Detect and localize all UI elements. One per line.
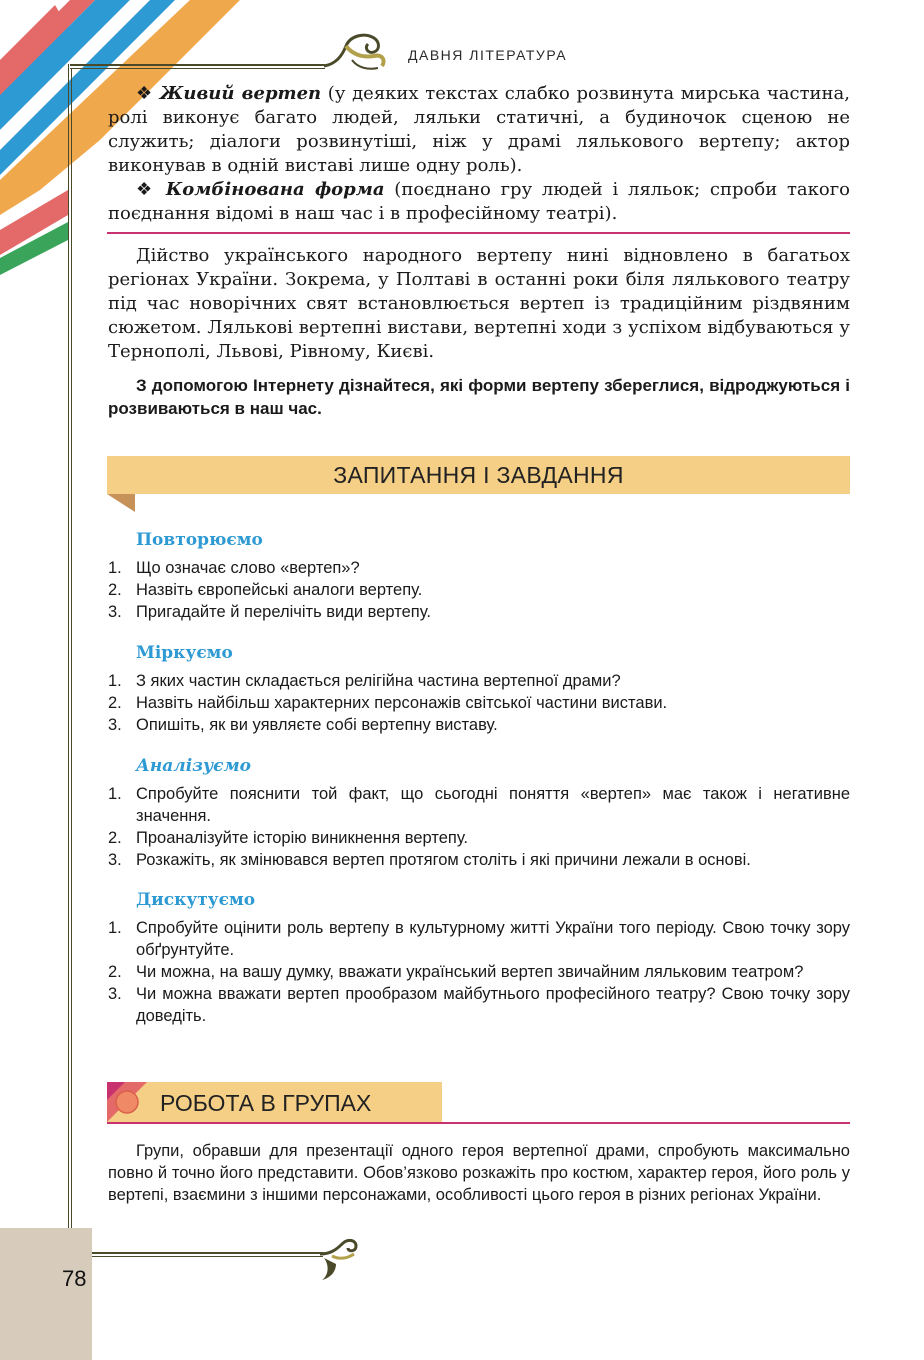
item-text: Назвіть найбільш характерних персонажів світської частини вистави. <box>136 694 668 712</box>
item-number: 2. <box>108 829 122 847</box>
list-item <box>108 849 850 871</box>
list-item <box>108 783 850 827</box>
item-number: 2. <box>108 963 122 981</box>
item-number: 3. <box>108 716 122 734</box>
term-description: (у деяких текстах слабко розвинута мирська частина, ролі виконує багато людей, ляльки статичні, а будиночок сценою не служить; діалоги розвинутіші, ніж у драмі лялькового вертепу; актор виконував в одній виставі лише одну роль). <box>108 83 850 176</box>
page-number: 78 <box>62 1266 87 1291</box>
banner-tab-icon <box>107 494 135 512</box>
item-text: Опишіть, як ви уявляєте собі вертепну виставу. <box>136 716 498 734</box>
item-text: Розкажіть, як змінювався вертеп протягом століть і які причини лежали в основі. <box>136 851 751 869</box>
frame-line <box>72 1256 323 1257</box>
section-heading-repeat: Повторюємо <box>136 530 263 550</box>
list-item <box>108 670 850 692</box>
item-text: Проаналізуйте історію виникнення вертепу. <box>136 829 469 847</box>
question-list <box>108 783 850 871</box>
frame-line <box>68 1252 323 1254</box>
questions-banner-title: ЗАПИТАННЯ І ЗАВДАННЯ <box>333 462 624 488</box>
list-item <box>108 714 850 736</box>
section-heading-discuss: Дискутуємо <box>136 890 256 910</box>
section-heading-analyze: Аналізуємо <box>136 756 252 776</box>
list-item <box>108 601 850 623</box>
paragraph-text: Дійство українського народного вертепу нині відновлено в багатьох регіонах України. Зокрема, у Полтаві в останні роки біля лялькового театру під час новорічних свят встановлюється вертеп із традиційним різдвяним сюжетом. Лялькові вертепні вистави, вертепні ходи з успіхом відбуваються у Тернополі, Львові, Рівному, Києві. <box>108 245 850 362</box>
item-text: Спробуйте оцінити роль вертепу в культурному житті України того періоду. Свою точку зору обґрунтуйте. <box>136 919 850 959</box>
list-item <box>108 178 850 226</box>
item-number: 1. <box>108 559 122 577</box>
divider <box>107 1122 850 1124</box>
item-text: Чи можна, на вашу думку, вважати український вертеп звичайним ляльковим театром? <box>136 963 804 981</box>
diamond-bullet-icon: ❖ <box>136 179 157 200</box>
banner-corner-icon <box>107 1082 147 1122</box>
section-heading-reflect: Міркуємо <box>136 643 233 663</box>
page-corner-ornament-icon <box>98 1270 168 1340</box>
divider <box>107 232 850 234</box>
list-item <box>108 557 850 579</box>
list-item <box>108 961 850 983</box>
item-number: 1. <box>108 785 122 803</box>
frame-line <box>68 64 69 1256</box>
list-item <box>108 692 850 714</box>
item-number: 1. <box>108 672 122 690</box>
frame-line <box>71 68 72 1256</box>
item-number: 3. <box>108 603 122 621</box>
frame-line <box>70 64 325 66</box>
item-number: 2. <box>108 694 122 712</box>
group-work-text: Групи, обравши для презентації одного героя вертепної драми, спробують максимально повно й точно його представити. Обов’язково розкажіть про костюм, характер героя, його роль у вертепі, взаємини з іншими персонажами, особливості цього героя в різних регіонах України. <box>108 1142 850 1204</box>
list-item <box>108 579 850 601</box>
flourish-ornament-top <box>322 30 390 74</box>
page-corner-block <box>0 1228 92 1360</box>
term-combined-form: Комбінована форма <box>165 179 385 200</box>
body-paragraph <box>108 244 850 364</box>
question-list <box>108 917 850 1027</box>
list-item <box>108 827 850 849</box>
item-text: Пригадайте й перелічіть види вертепу. <box>136 603 431 621</box>
section-title: ДАВНЯ ЛІТЕРАТУРА <box>408 47 568 63</box>
frame-line <box>70 68 325 69</box>
diamond-bullet-icon: ❖ <box>136 83 154 104</box>
item-number: 1. <box>108 919 122 937</box>
item-number: 3. <box>108 851 122 869</box>
item-text: З яких частин складається релігійна частина вертепної драми? <box>136 672 621 690</box>
internet-task: З допомогою Інтернету дізнайтеся, які форми вертепу збереглися, відроджуються і розвиваються в наш час. <box>108 376 850 418</box>
question-list <box>108 670 850 736</box>
term-live-vertep: Живий вертеп <box>159 83 322 104</box>
item-text: Що означає слово «вертеп»? <box>136 559 360 577</box>
group-work-title: РОБОТА В ГРУПАХ <box>160 1090 372 1116</box>
question-list <box>108 557 850 623</box>
list-item <box>108 983 850 1027</box>
flourish-ornament-bottom <box>318 1236 360 1284</box>
item-text: Чи можна вважати вертеп прообразом майбутнього професійного театру? Свою точку зору доведіть. <box>136 985 850 1025</box>
item-number: 2. <box>108 581 122 599</box>
form-list <box>108 82 850 226</box>
list-item <box>108 917 850 961</box>
item-text: Спробуйте пояснити той факт, що сьогодні поняття «вертеп» має також і негативне значення. <box>136 785 850 825</box>
item-number: 3. <box>108 985 122 1003</box>
item-text: Назвіть європейські аналоги вертепу. <box>136 581 423 599</box>
list-item <box>108 82 850 178</box>
term-description: (поєднано гру людей і ляльок; спроби такого поєднання відомі в наш час і в професійному театрі). <box>108 179 850 224</box>
